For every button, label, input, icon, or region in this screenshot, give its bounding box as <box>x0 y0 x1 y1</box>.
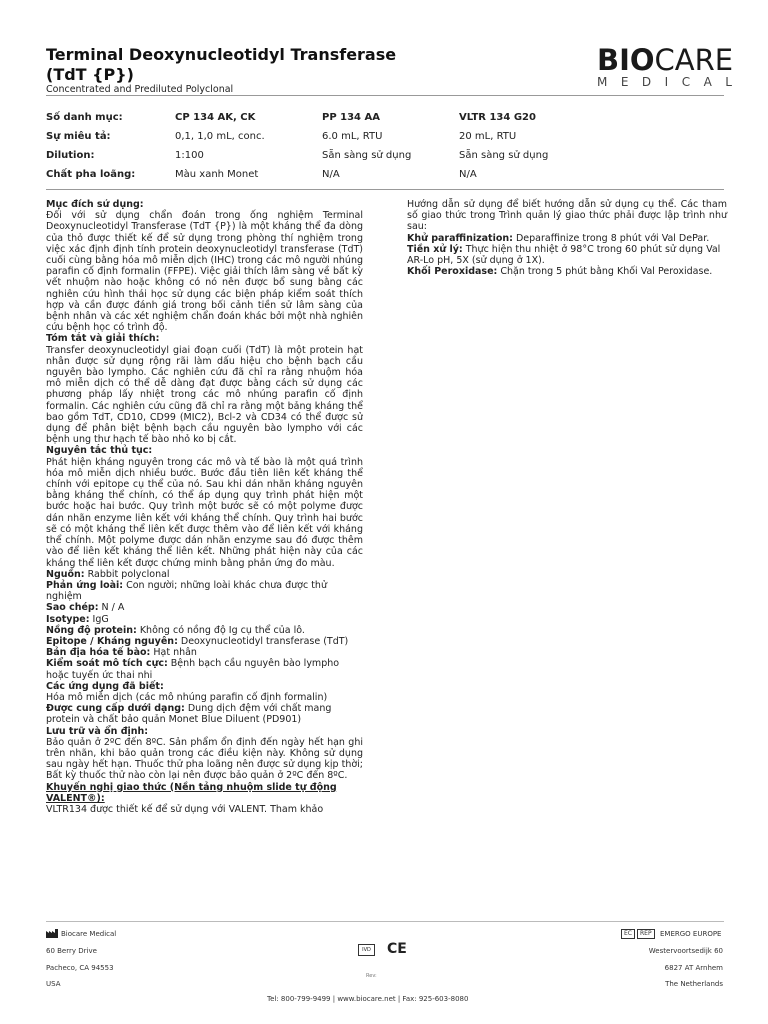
field-species-reactivity <box>46 580 363 602</box>
field-value: Deoxynucleotidyl transferase (TdT) <box>177 635 349 647</box>
field-label: Sao chép: <box>46 602 99 614</box>
spec-label: Sự miêu tả: <box>46 131 111 142</box>
spec-cell: Sẵn sàng sử dụng <box>459 150 549 161</box>
field-clone <box>46 602 363 613</box>
field-value: Con người; những loài khác chưa được thử nghiệm <box>46 579 327 603</box>
step-value: Deparaffinize trong 8 phút với Val DePar. <box>512 232 710 244</box>
eu-address-line-3: The Netherlands <box>665 980 723 988</box>
field-supplied-as <box>46 703 363 725</box>
left-column <box>46 199 363 921</box>
spec-row-catalog <box>46 112 726 131</box>
field-protein-concentration <box>46 625 363 636</box>
field-value: Rabbit polyclonal <box>84 568 170 580</box>
spec-label: Số danh mục: <box>46 112 123 123</box>
field-value: Không có nồng độ Ig cụ thể của lô. <box>136 624 305 636</box>
spec-cell: 6.0 mL, RTU <box>322 131 383 142</box>
document-title <box>46 45 406 85</box>
field-label: Epitope / Kháng nguyên: <box>46 635 178 647</box>
spec-row-diluent <box>46 169 726 188</box>
spec-cell: 20 mL, RTU <box>459 131 517 142</box>
spec-cell: Sẵn sàng sử dụng <box>322 150 412 161</box>
manufacturer-name: Biocare Medical <box>61 930 117 938</box>
spec-row-dilution <box>46 150 726 169</box>
table-divider <box>46 189 724 190</box>
manufacturer-icon <box>46 929 58 938</box>
ce-mark-icon: CE <box>387 941 407 957</box>
section-body-intended-use: Đối với sử dụng chẩn đoán trong ống nghiệm Terminal Deoxynucleotidyl Transferase (TdT {P}) là một kháng thể đa dòng của thỏ được thiết kế để sử dụng trong phòng thí nghiệm trong việc xác định định tính protein deoxynucleotidyl transferase (TdT) cuối cùng bằng hóa mô miễn dịch (IHC) trong các mô người nhúng parafin cố định formalin (FFPE). Việc giải thích lâm sàng về bất kỳ vết nhuộm nào hoặc không có nó nên được bổ sung bằng các nghiên cứu hình thái học sử dụng các biện pháp kiểm soát thích hợp và cần được đánh giá trong bối cảnh tiền sử lâm sàng của bệnh nhân và các xét nghiệm chẩn đoán khác bởi một nhà nghiên cứu bệnh học có trình độ. <box>46 210 363 334</box>
section-heading-applications: Các ứng dụng đã biết: <box>46 680 164 692</box>
spec-table <box>46 112 726 188</box>
field-label: Phản ứng loài: <box>46 579 124 591</box>
spec-cell: Màu xanh Monet <box>175 169 259 180</box>
field-isotype <box>46 614 363 625</box>
right-column <box>407 199 727 277</box>
field-epitope <box>46 636 363 647</box>
section-body-principle: Phát hiện kháng nguyên trong các mô và tế bào là một quá trình hóa mô miễn dịch nhiều bước. Bước đầu tiên liên kết kháng thể chính với epitope cụ thể của nó. Sau khi dán nhãn kháng nguyên bằng kháng thể chính, có thể áp dụng quy trình phát hiện một bước hoặc hai bước. Quy trình một bước sẽ có một polyme được dán nhãn enzyme liên kết với kháng thể chính. Quy trình hai bước sẽ có một kháng thể liên kết được thêm vào để liên kết với kháng thể chính. Một polyme được dán nhãn enzyme sau đó được thêm vào để liên kết kháng thể liên kết. Những phát hiện này của các kháng thể liên kết được chứng minh bằng phản ứng đo màu. <box>46 456 363 569</box>
spec-label: Dilution: <box>46 150 95 161</box>
ivd-symbol-icon: IVD <box>358 944 375 956</box>
spec-cell: 1:100 <box>175 150 204 161</box>
step-value: Chặn trong 5 phút bằng Khối Val Peroxidase. <box>497 266 713 278</box>
title-line-1: Terminal Deoxynucleotidyl Transferase <box>46 45 397 64</box>
field-cellular-localization <box>46 647 363 658</box>
revision-label: Rev: <box>366 973 377 979</box>
spec-cell: VLTR 134 G20 <box>459 112 536 123</box>
step-value: Thực hiện thu nhiệt ở 98°C trong 60 phút sử dụng Val AR-Lo pH, 5X (sử dụng ở 1X). <box>407 243 721 267</box>
protocol-step-deparaffinization <box>407 233 727 244</box>
biocare-logo <box>597 43 746 89</box>
field-source <box>46 569 363 580</box>
spec-cell: PP 134 AA <box>322 112 380 123</box>
section-body-storage: Bảo quản ở 2ºC đến 8ºC. Sản phẩm ổn định đến ngày hết hạn ghi trên nhãn, khi bảo quản trong các điều kiện này. Không sử dụng sau ngày hết hạn. Thuốc thử pha loãng nên được sử dụng kịp thời; Bất kỳ thuốc thử nào còn lại nên được bảo quản ở 2ºC đến 8ºC. <box>46 736 363 782</box>
footer-divider <box>46 921 724 922</box>
protocol-step-peroxidase-block <box>407 266 727 277</box>
eu-address-line-1: Westervoortsedijk 60 <box>648 947 723 955</box>
spec-cell: N/A <box>322 169 340 180</box>
field-positive-control <box>46 658 363 680</box>
step-label: Khử paraffinization: <box>407 232 513 244</box>
field-label: Được cung cấp dưới dạng: <box>46 703 185 715</box>
ec-label: EC <box>621 929 635 939</box>
title-line-2: (TdT {P}) <box>46 65 134 84</box>
section-heading-summary: Tóm tắt và giải thích: <box>46 333 160 345</box>
logo-bold-text: BIO <box>597 43 655 77</box>
section-body-summary: Transfer deoxynucleotidyl giai đoạn cuối (TdT) là một protein hạt nhân được sử dụng rộng rãi làm dấu hiệu cho bệnh bạch cầu nguyên bào lympho. Các nghiên cứu đã chỉ ra rằng nhuộm hóa mô miễn dịch có thể dễ dàng đạt được bằng cách sử dụng các phương pháp lấy nhiệt trong các mô nhúng parafin cố định formalin. Các nghiên cứu cũng đã chỉ ra rằng một bảng kháng thể bao gồm TdT, CD10, CD99 (MIC2), Bcl-2 và CD34 có thể được sử dụng để phân biệt bệnh bạch cầu nguyên bào lympho với các bệnh ung thư hạch tế bào nhỏ ko bị cắt. <box>46 344 363 446</box>
address-line-1: 60 Berry Drive <box>46 947 97 955</box>
ec-rep-badge <box>621 929 657 939</box>
spec-cell: CP 134 AK, CK <box>175 112 256 123</box>
header-divider <box>46 95 724 96</box>
section-body-protocol: VLTR134 được thiết kế để sử dụng với VALENT. Tham khảo <box>46 803 324 815</box>
field-value: Bệnh bạch cầu nguyên bào lympho hoặc tuyến ức thai nhi <box>46 658 340 681</box>
field-label: Kiểm soát mô tích cực: <box>46 658 168 670</box>
address-line-3: USA <box>46 980 61 988</box>
field-value: Hạt nhân <box>150 647 197 659</box>
section-heading-intended-use: Mục đích sử dụng: <box>46 199 144 210</box>
logo-light-text: CARE <box>654 43 734 77</box>
step-label: Tiền xử lý: <box>407 243 463 255</box>
protocol-intro: Hướng dẫn sử dụng để biết hướng dẫn sử dụng cụ thể. Các tham số giao thức trong Trình quản lý giao thức phải được lập trình như sau: <box>407 199 727 233</box>
spec-row-description <box>46 131 726 150</box>
field-value: N / A <box>98 602 125 614</box>
field-label: Nguồn: <box>46 568 85 580</box>
logo-subtext: MEDICAL <box>597 75 746 89</box>
field-value: IgG <box>89 613 109 625</box>
field-value: Dung dịch đệm với chất mang protein và chất bảo quản Monet Blue Diluent (PD901) <box>46 703 332 726</box>
spec-cell: N/A <box>459 169 477 180</box>
section-heading-principle: Nguyên tắc thủ tục: <box>46 445 153 457</box>
field-label: Bản địa hóa tế bào: <box>46 647 151 659</box>
eu-address-line-2: 6827 AT Arnhem <box>664 964 723 972</box>
address-line-2: Pacheco, CA 94553 <box>46 964 114 972</box>
eu-rep-name: EMERGO EUROPE <box>660 930 722 938</box>
rep-label: REP <box>637 929 655 939</box>
step-label: Khối Peroxidase: <box>407 266 498 278</box>
section-heading-protocol: Khuyến nghị giao thức (Nền tảng nhuộm slide tự động VALENT®): <box>46 781 337 804</box>
field-label: Isotype: <box>46 613 90 625</box>
section-body-applications: Hóa mô miễn dịch (các mô nhúng parafin cố định formalin) <box>46 691 328 703</box>
spec-cell: 0,1, 1,0 mL, conc. <box>175 131 265 142</box>
contact-line: Tel: 800-799-9499 | www.biocare.net | Fax: 925-603-8080 <box>267 995 469 1003</box>
field-label: Nồng độ protein: <box>46 624 137 636</box>
document-subtitle: Concentrated and Prediluted Polyclonal <box>46 84 234 94</box>
protocol-step-pretreatment <box>407 244 727 266</box>
section-heading-storage: Lưu trữ và ổn định: <box>46 725 149 737</box>
spec-label: Chất pha loãng: <box>46 169 136 180</box>
